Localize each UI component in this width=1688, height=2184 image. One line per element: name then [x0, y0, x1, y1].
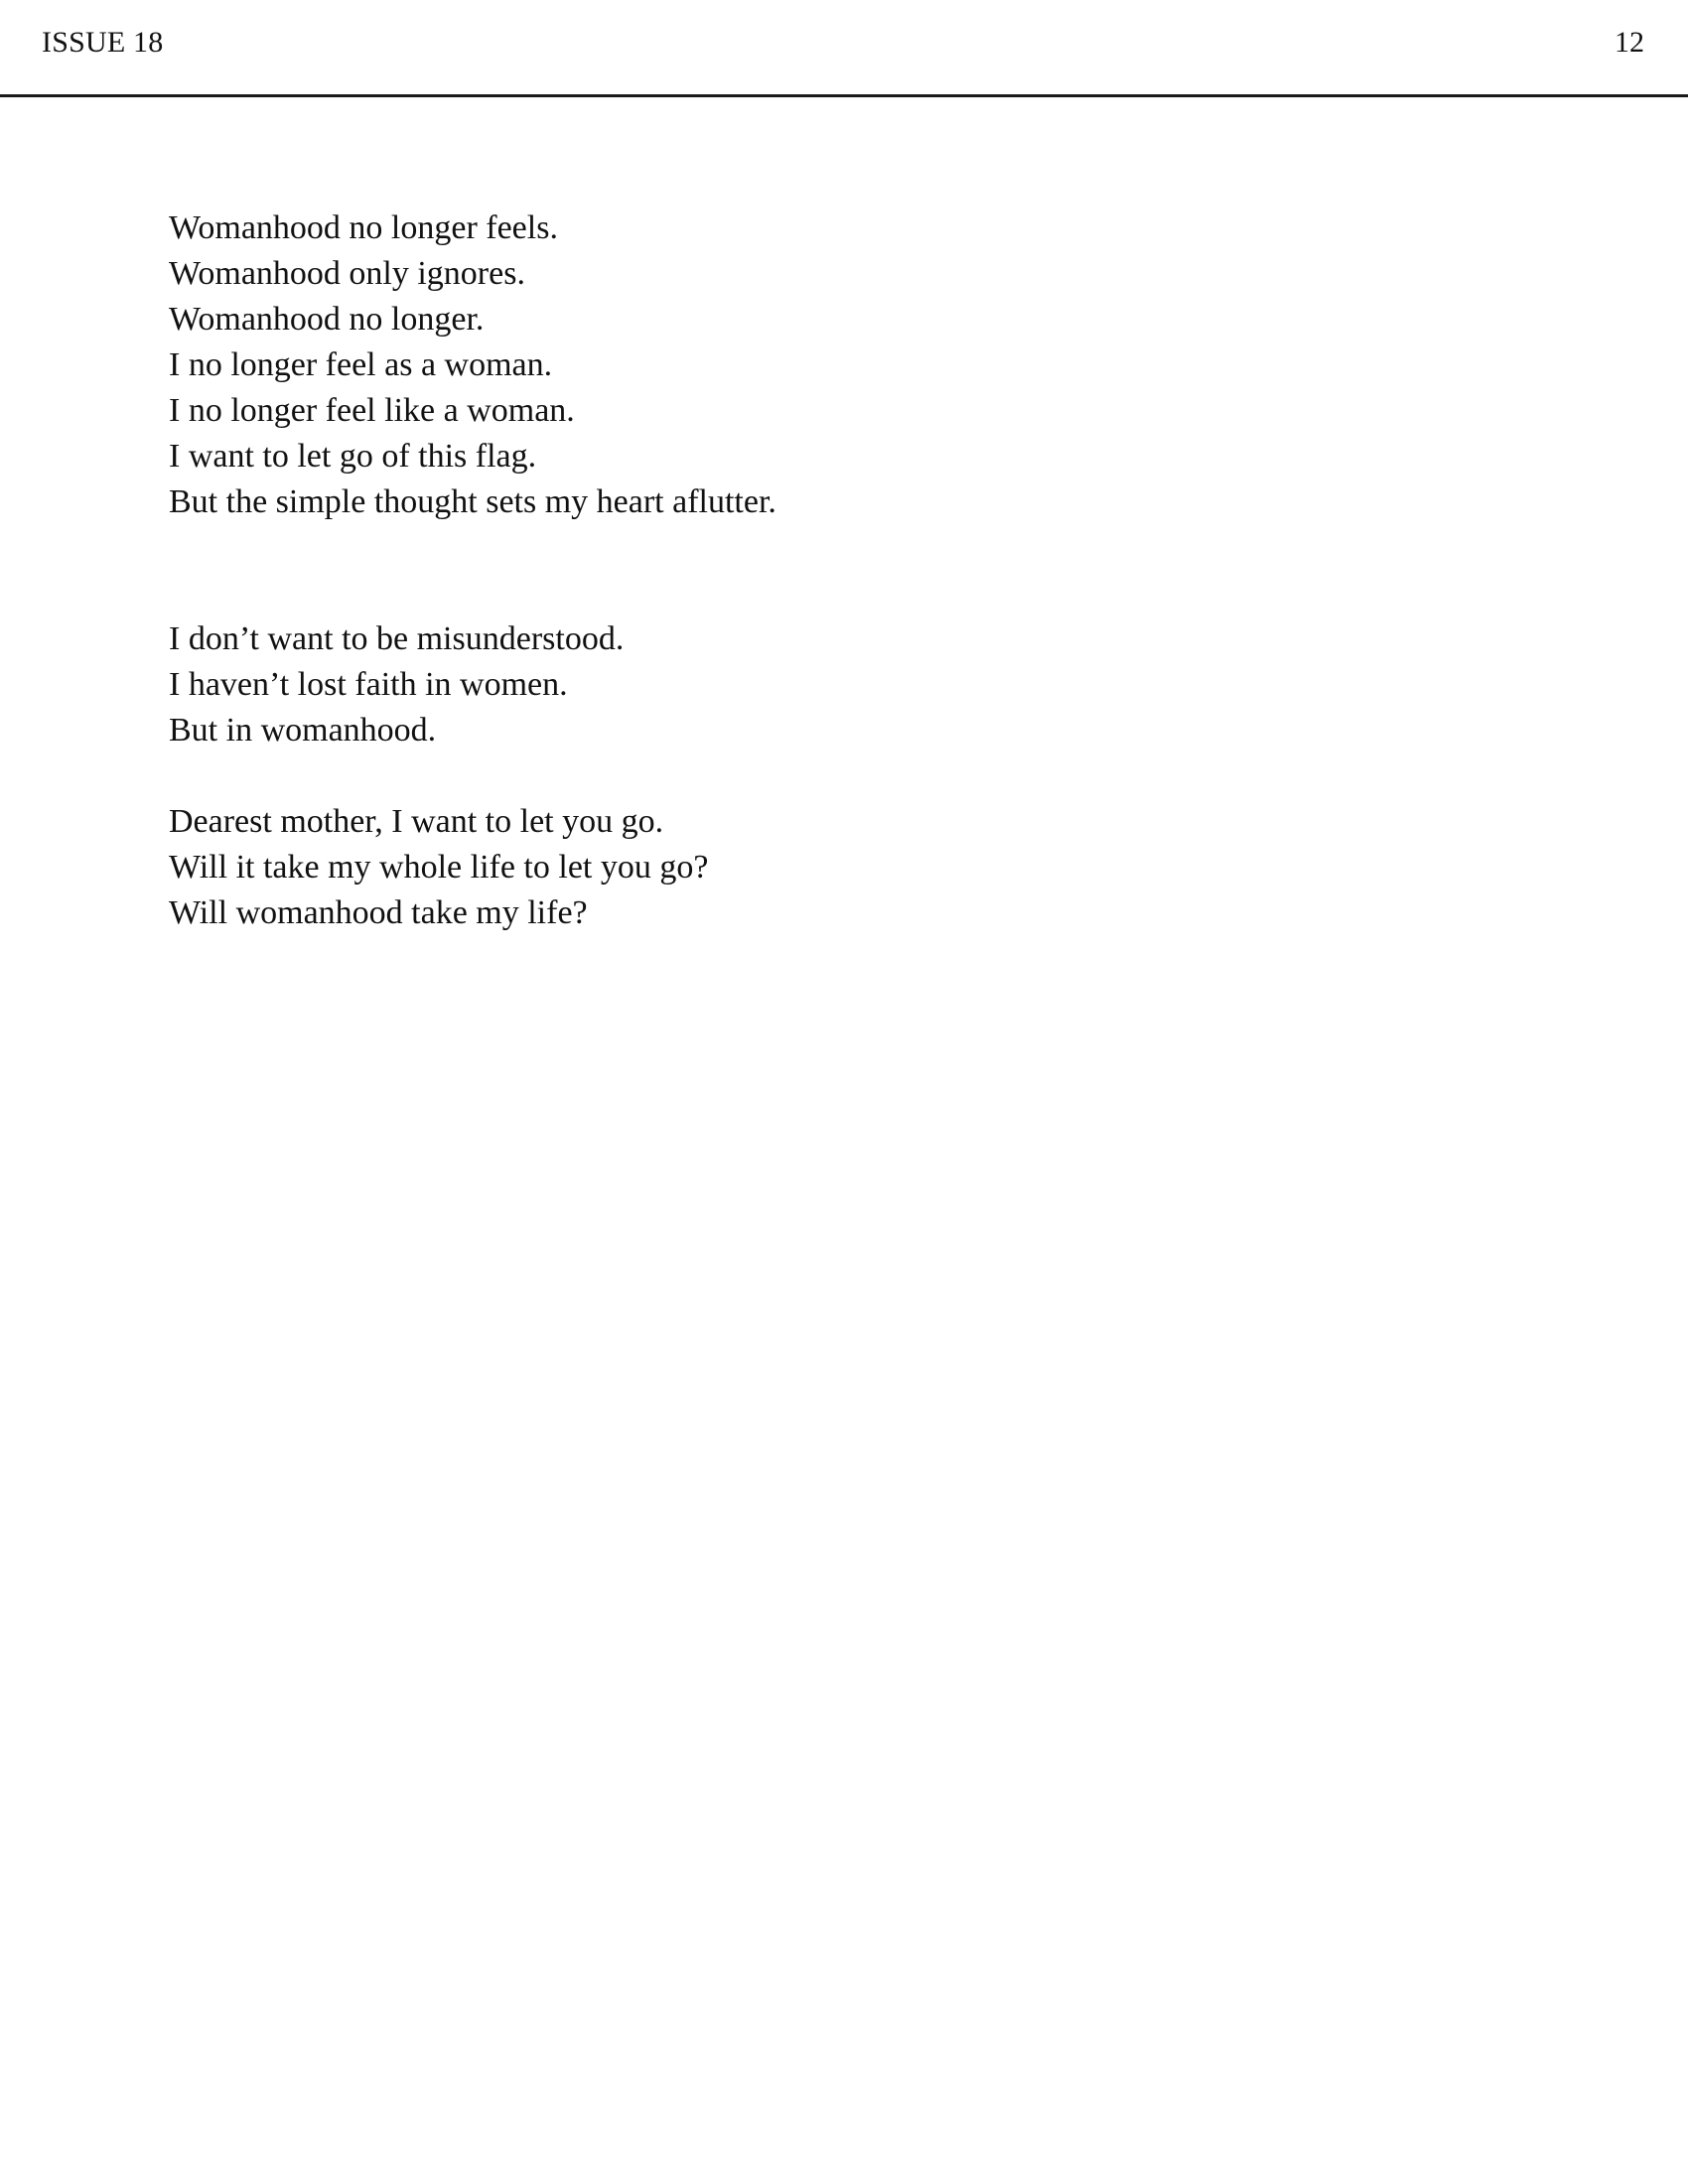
- stanza: [169, 616, 1360, 753]
- poem-line: Will it take my whole life to let you go?: [169, 849, 709, 886]
- page-header: [0, 0, 1688, 97]
- poem-line: Womanhood no longer.: [169, 301, 485, 338]
- poem-line: Dearest mother, I want to let you go.: [169, 803, 664, 840]
- poem-line: I no longer feel like a woman.: [169, 392, 575, 429]
- poem-line: Womanhood no longer feels.: [169, 209, 558, 246]
- issue-label: ISSUE 18: [42, 26, 164, 59]
- poem-line: I haven’t lost faith in women.: [169, 666, 568, 703]
- stanza: [169, 799, 1360, 936]
- poem-line: I want to let go of this flag.: [169, 438, 537, 475]
- poem-line: Womanhood only ignores.: [169, 255, 525, 292]
- poem-body: [169, 205, 1360, 936]
- stanza: [169, 205, 1360, 525]
- poem-line: But in womanhood.: [169, 712, 437, 749]
- page-number: 12: [1615, 26, 1644, 59]
- poem-line: Will womanhood take my life?: [169, 894, 588, 931]
- poem-line: I no longer feel as a woman.: [169, 346, 553, 383]
- poem-line: But the simple thought sets my heart aflutter.: [169, 483, 776, 520]
- poem-line: I don’t want to be misunderstood.: [169, 620, 625, 657]
